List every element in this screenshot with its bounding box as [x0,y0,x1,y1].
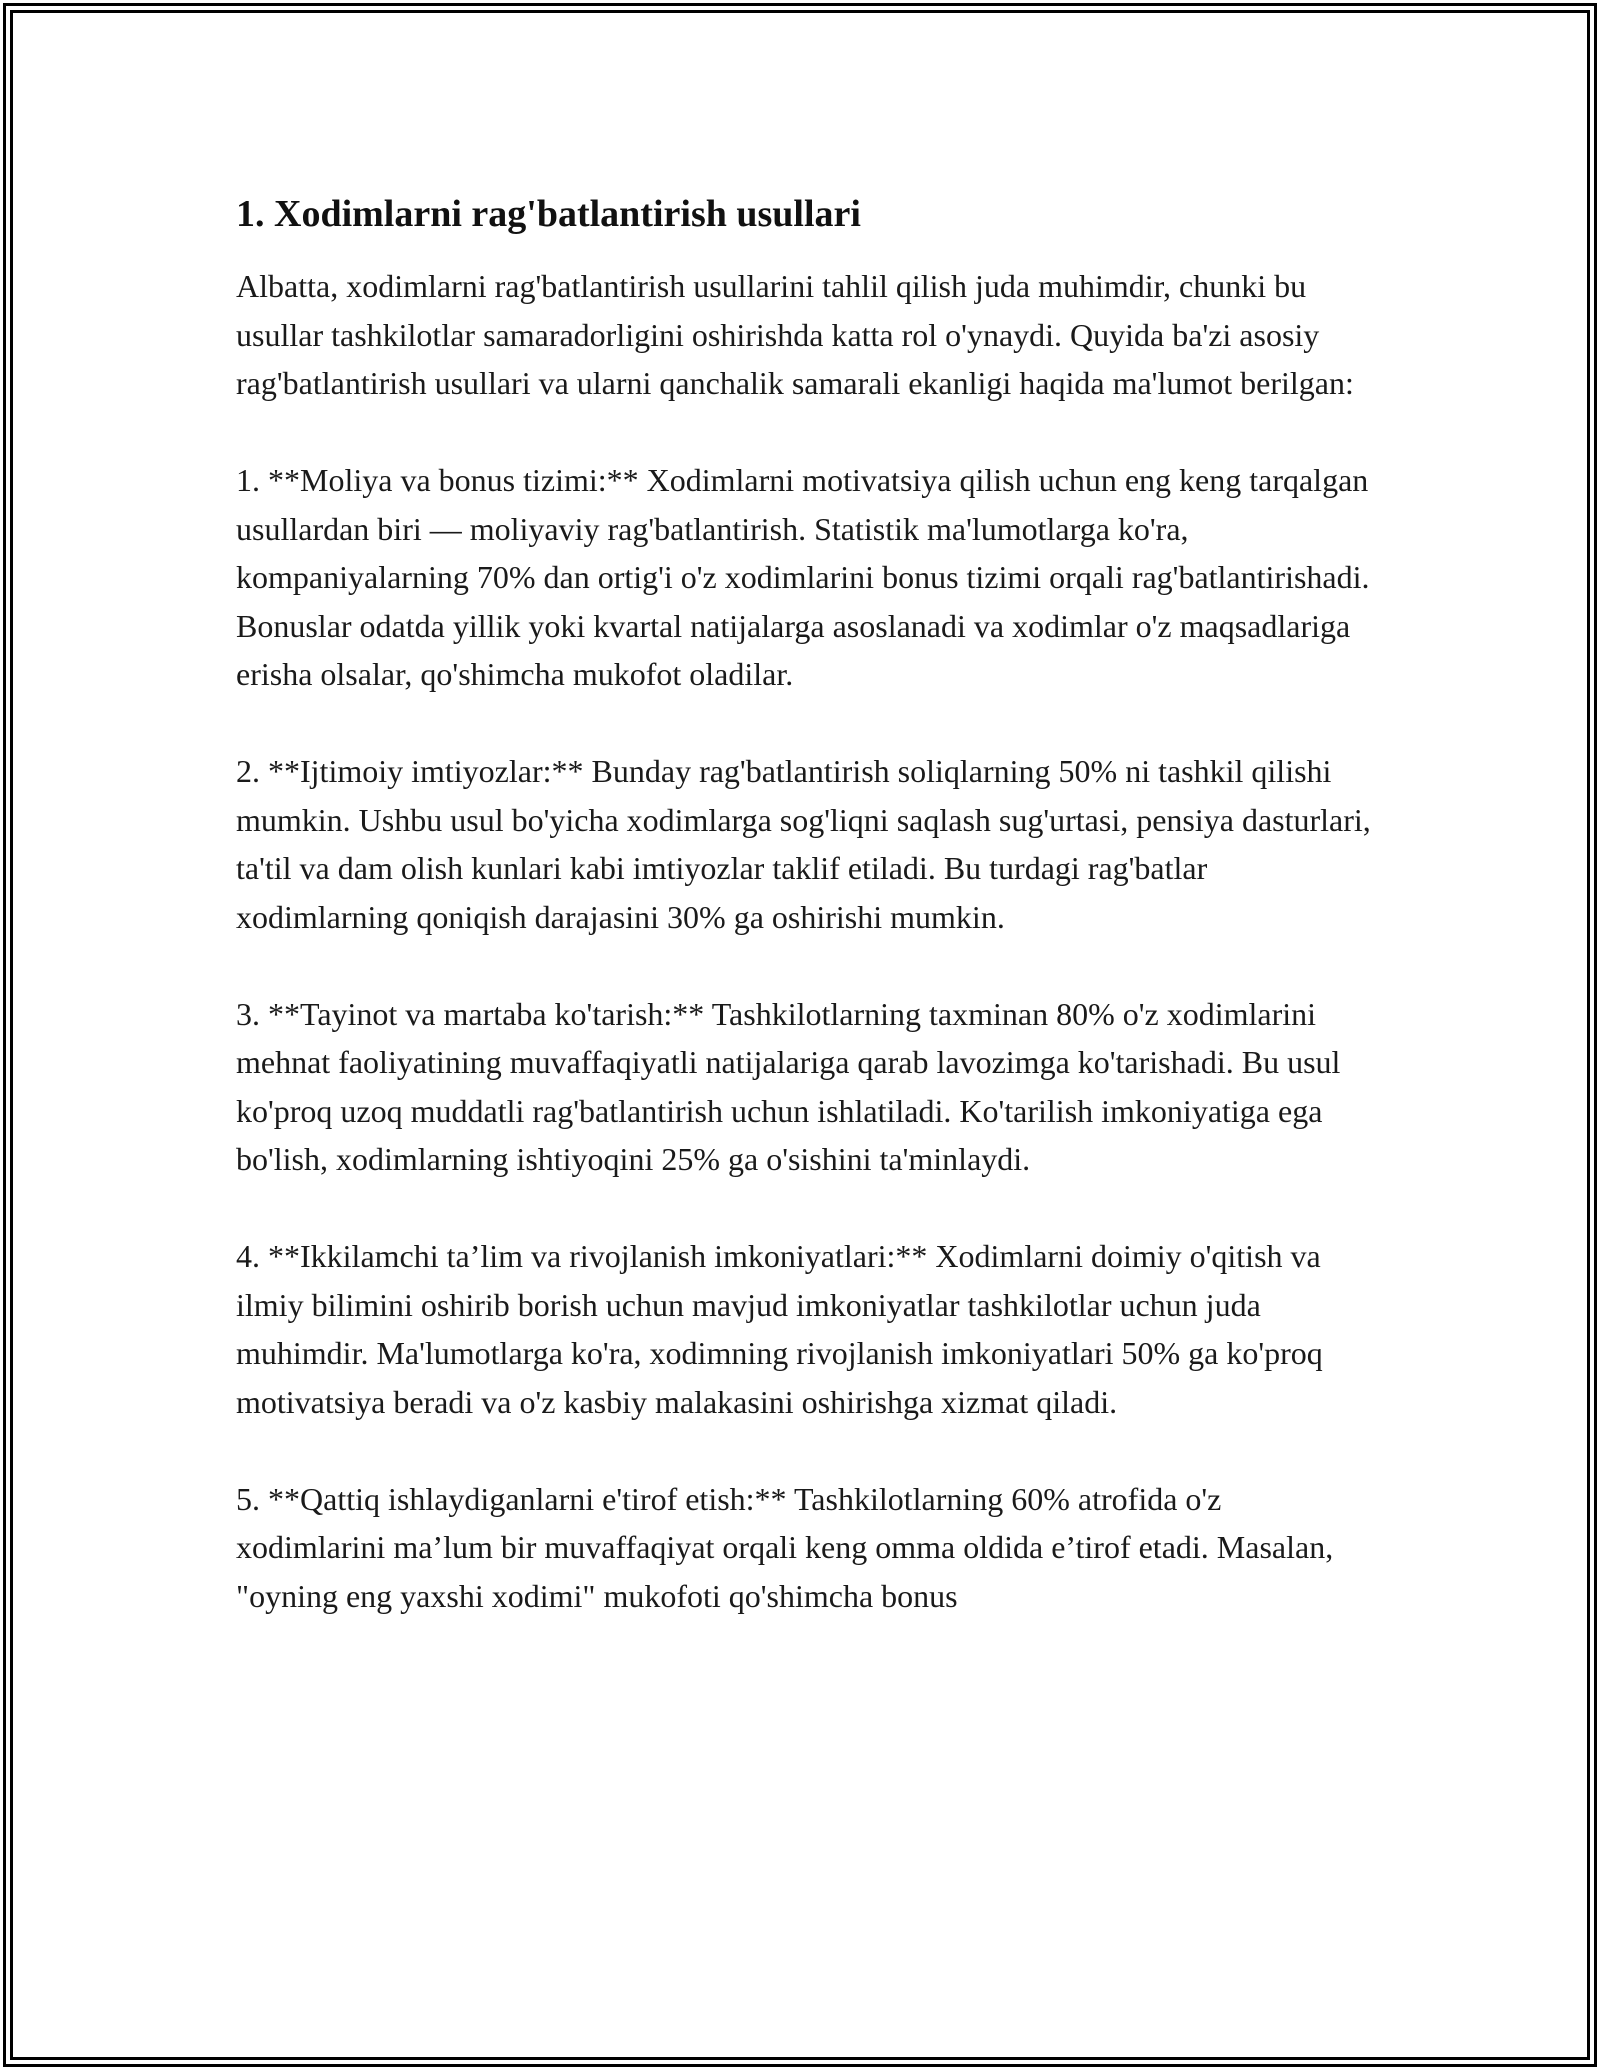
list-item-social-benefits: 2. **Ijtimoiy imtiyozlar:** Bunday rag'batlantirish soliqlarning 50% ni tashkil qilishi mumkin. Ushbu usul bo'yicha xodimlarga sog'liqni saqlash sug'urtasi, pensiya dasturlari, ta'til va dam olish kunlari kabi imtiyozlar taklif etiladi. Bu turdagi rag'batlar xodimlarning qoniqish darajasini 30% ga oshirishi mumkin. [236,753,1371,935]
list-item-recognition: 5. **Qattiq ishlaydiganlarni e'tirof etish:** Tashkilotlarning 60% atrofida o'z xodimlarini ma’lum bir muvaffaqiyat orqali keng omma oldida e’tirof etadi. Masalan, "oyning eng yaxshi xodimi" mukofoti qo'shimcha bonus [236,1480,1334,1614]
document-body [236,186,1376,1669]
intro-paragraph: Albatta, xodimlarni rag'batlantirish usullarini tahlil qilish juda muhimdir, chunki bu usullar tashkilotlar samaradorligini oshirishda katta rol o'ynaydi. Quyida ba'zi asosiy rag'batlantirish usullari va ularni qanchalik samarali ekanligi haqida ma'lumot berilgan: [236,268,1354,401]
section-heading: 1. Xodimlarni rag'batlantirish usullari [236,193,861,235]
list-item-finance-bonus: 1. **Moliya va bonus tizimi:** Xodimlarni motivatsiya qilish uchun eng keng tarqalgan usullardan biri — moliyaviy rag'batlantirish. Statistik ma'lumotlarga ko'ra, kompaniyalarning 70% dan ortig'i o'z xodimlarini bonus tizimi orqali rag'batlantirishadi. Bonuslar odatda yillik yoki kvartal natijalarga asoslanadi va xodimlar o'z maqsadlariga erisha olsalar, qo'shimcha mukofot oladilar. [236,462,1370,692]
list-item-training: 4. **Ikkilamchi ta’lim va rivojlanish imkoniyatlari:** Xodimlarni doimiy o'qitish va ilmiy bilimini oshirib borish uchun mavjud imkoniyatlar tashkilotlar uchun juda muhimdir. Ma'lumotlarga ko'ra, xodimning rivojlanish imkoniyatlari 50% ga ko'proq motivatsiya beradi va o'z kasbiy malakasini oshirishga xizmat qiladi. [236,1238,1323,1420]
list-item-promotion: 3. **Tayinot va martaba ko'tarish:** Tashkilotlarning taxminan 80% o'z xodimlarini mehnat faoliyatining muvaffaqiyatli natijalariga qarab lavozimga ko'tarishadi. Bu usul ko'proq uzoq muddatli rag'batlantirish uchun ishlatiladi. Ko'tarilish imkoniyatiga ega bo'lish, xodimlarning ishtiyoqini 25% ga o'sishini ta'minlaydi. [236,995,1341,1177]
